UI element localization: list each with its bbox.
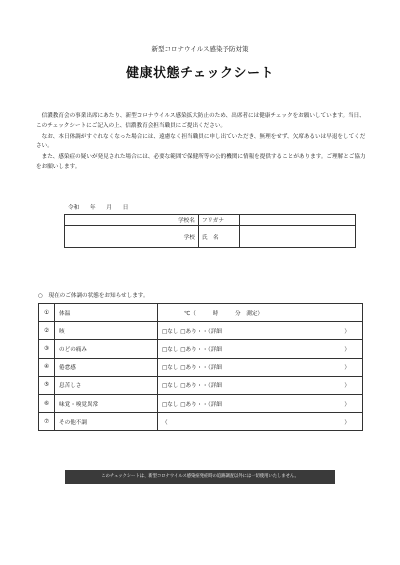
breathing-answer[interactable] — [158, 376, 363, 394]
answer-text: □なし □あり・・（詳細 — [162, 401, 222, 408]
name-label: 氏 名 — [198, 226, 239, 248]
close-paren: ） — [344, 365, 350, 372]
answer-text: □なし □あり・・（詳細 — [162, 346, 222, 353]
table-row — [39, 394, 363, 412]
temperature-field[interactable] — [158, 304, 363, 322]
table-row — [39, 358, 363, 376]
section-label: ○ 現在のご体調の状態をお知らせします。 — [38, 293, 149, 299]
answer-text: □なし □あり・・（詳細 — [162, 328, 222, 335]
other-answer[interactable] — [158, 413, 363, 431]
answer-text: ℃（ 時 分 測定） — [184, 310, 264, 317]
answer-text: □なし □あり・・（詳細 — [162, 365, 222, 372]
row-number: ⑤ — [39, 376, 55, 394]
table-row — [39, 376, 363, 394]
day-label: 日 — [122, 205, 129, 211]
fatigue-answer[interactable] — [158, 358, 363, 376]
row-number: ① — [39, 304, 55, 322]
row-number: ④ — [39, 358, 55, 376]
cough-answer[interactable] — [158, 322, 363, 340]
answer-text: □なし □あり・・（詳細 — [162, 383, 222, 390]
school-name-label: 学校名 — [65, 215, 199, 226]
symptom-label: 咳 — [55, 322, 158, 340]
symptom-label: 息苦しさ — [55, 376, 158, 394]
row-number: ② — [39, 322, 55, 340]
symptom-label: その他不調 — [55, 413, 158, 431]
close-paren: ） — [344, 401, 350, 408]
symptom-label: 味覚・嗅覚異常 — [55, 394, 158, 412]
close-paren: ） — [344, 346, 350, 353]
table-row — [39, 304, 363, 322]
table-row — [39, 413, 363, 431]
table-row — [39, 322, 363, 340]
row-number: ③ — [39, 340, 55, 358]
taste-smell-answer[interactable] — [158, 394, 363, 412]
symptom-label: 倦怠感 — [55, 358, 158, 376]
close-paren: ） — [344, 328, 350, 335]
attendee-table — [64, 214, 356, 248]
close-paren: ） — [344, 419, 350, 426]
intro-paragraph: 信濃教育会の事業出席にあたり、新型コロナウイルス感染拡大防止のため、出席者には健康チェックをお願いしています。当日、このチェックシートにご記入の上、信濃教育会担当職員にご提出ください。 — [36, 113, 365, 129]
privacy-note: このチェックシートは、新型コロナウイルス感染症発症時の追跡調査以外には一切使用いたしません。 — [65, 470, 335, 484]
furigana-label: フリガナ — [198, 215, 239, 226]
intro-text — [36, 112, 366, 174]
symptom-label: のどの痛み — [55, 340, 158, 358]
answer-text: （ — [162, 419, 168, 426]
intro-paragraph: また、感染症の疑いが発見された場合には、必要な範囲で保健所等の公的機関に情報を提供することがあります。ご理解とご協力をお願いします。 — [36, 154, 366, 170]
furigana-field[interactable] — [239, 215, 355, 226]
row-number: ⑦ — [39, 413, 55, 431]
document-supertitle: 新型コロナウイルス感染予防対策 — [151, 45, 249, 53]
intro-paragraph: なお、本日体調がすぐれなくなった場合には、遠慮なく担当職員に申し出ていただき、無理をせず、欠席あるいは早退をしてください。 — [36, 133, 366, 150]
symptom-label: 体温 — [55, 304, 158, 322]
school-suffix: 学校 — [65, 226, 199, 248]
era-label: 令和 — [68, 205, 80, 211]
table-row — [39, 340, 363, 358]
sore-throat-answer[interactable] — [158, 340, 363, 358]
close-paren: ） — [344, 383, 350, 390]
attendee-info — [64, 203, 356, 248]
document-title: 健康状態チェックシート — [125, 66, 275, 81]
date-line — [64, 203, 356, 214]
month-label: 月 — [106, 205, 112, 211]
row-number: ⑥ — [39, 394, 55, 412]
health-check-table — [38, 303, 363, 431]
name-field[interactable] — [239, 226, 355, 248]
year-label: 年 — [89, 205, 96, 211]
